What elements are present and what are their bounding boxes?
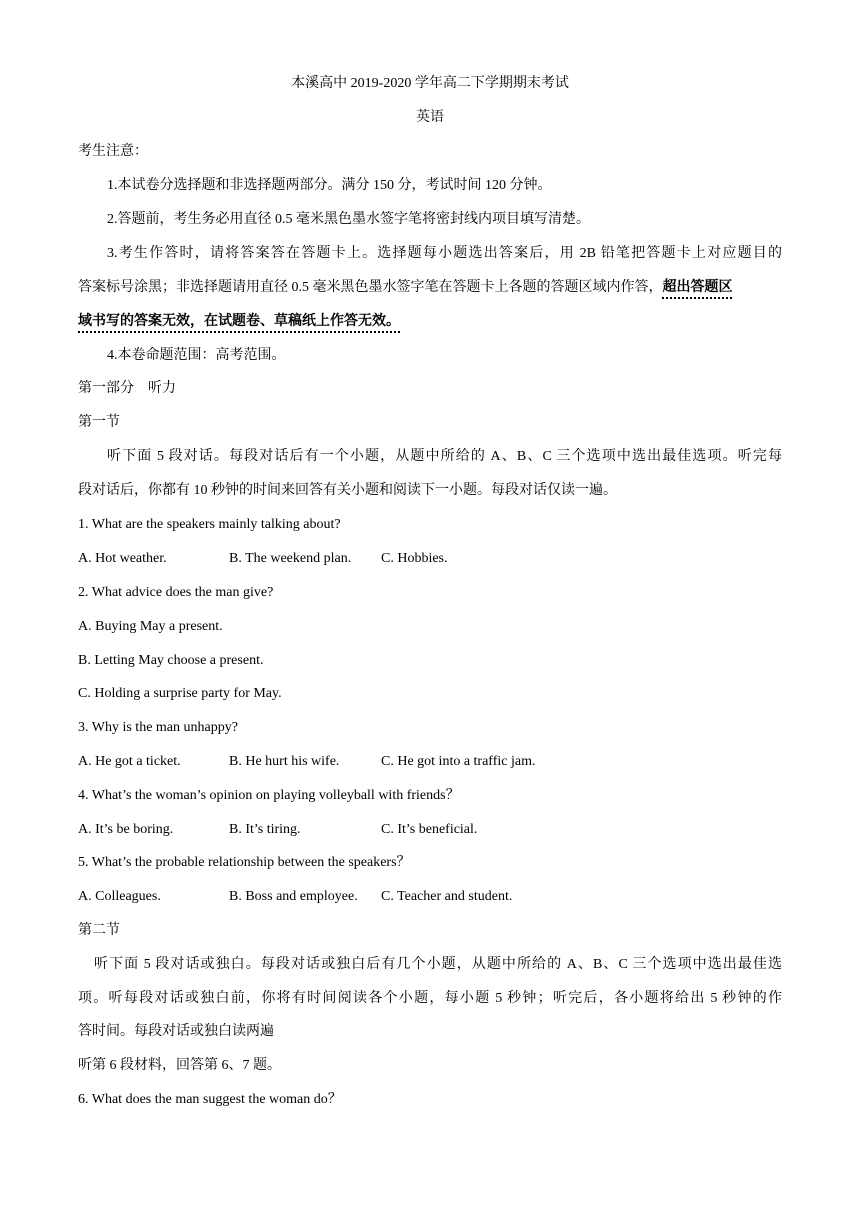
subject-title: 英语 xyxy=(416,110,444,125)
notice-item-3-line-3 xyxy=(78,312,400,332)
question-3-option-b: B. He hurt his wife. xyxy=(229,754,340,769)
question-4-option-a: A. It’s be boring. xyxy=(78,822,174,837)
question-2-option-a: A. Buying May a present. xyxy=(78,619,223,634)
question-1-option-c: C. Hobbies. xyxy=(381,551,448,566)
material-6-note: 听第 6 段材料，回答第 6、7 题。 xyxy=(78,1058,281,1073)
notice-heading: 考生注意： xyxy=(78,144,148,159)
notice-item-1: 1.本试卷分选择题和非选择题两部分。满分 150 分，考试时间 120 分钟。 xyxy=(107,178,552,193)
question-2-stem: 2. What advice does the man give? xyxy=(78,585,274,600)
question-4-option-c: C. It’s beneficial. xyxy=(381,822,478,837)
notice-item-3-plain-text: 答案标号涂黑；非选择题请用直径 0.5 毫米黑色墨水签字笔在答题卡上各题的答题区域内作答， xyxy=(78,280,663,295)
question-4-options xyxy=(78,820,477,840)
notice-item-4: 4.本卷命题范围：高考范围。 xyxy=(107,348,286,363)
question-6-stem: 6. What does the man suggest the woman do？ xyxy=(78,1092,342,1107)
question-5-option-a: A. Colleagues. xyxy=(78,889,161,904)
exam-title: 本溪高中 2019-2020 学年高二下学期期末考试 xyxy=(291,76,569,91)
question-4-option-b: B. It’s tiring. xyxy=(229,822,301,837)
section2-instruction-line-3: 答时间。每段对话或独白读两遍 xyxy=(78,1024,274,1039)
section2-instruction-line-2: 项。听每段对话或独白前，你将有时间阅读各个小题，每小题 5 秒钟；听完后，各小题将给出 5 秒钟的作 xyxy=(78,991,782,1006)
question-2-option-b: B. Letting May choose a present. xyxy=(78,653,264,668)
section2-heading: 第二节 xyxy=(78,923,120,938)
question-3-option-a: A. He got a ticket. xyxy=(78,754,181,769)
question-1-stem: 1. What are the speakers mainly talking about? xyxy=(78,517,341,532)
notice-item-3-line-2 xyxy=(78,278,733,298)
section1-instruction-line-2: 段对话后，你都有 10 秒钟的时间来回答有关小题和阅读下一小题。每段对话仅读一遍。 xyxy=(78,483,617,498)
question-3-options xyxy=(78,752,535,772)
notice-item-2: 2.答题前，考生务必用直径 0.5 毫米黑色墨水签字笔将密封线内项目填写清楚。 xyxy=(107,212,590,227)
question-3-option-c: C. He got into a traffic jam. xyxy=(381,754,536,769)
question-1-option-b: B. The weekend plan. xyxy=(229,551,352,566)
notice-item-3-emphasis-end: 域书写的答案无效，在试题卷、草稿纸上作答无效。 xyxy=(78,314,400,329)
question-5-option-c: C. Teacher and student. xyxy=(381,889,513,904)
question-2-option-c: C. Holding a surprise party for May. xyxy=(78,686,282,701)
part1-heading: 第一部分 听力 xyxy=(78,381,176,396)
question-4-stem: 4. What’s the woman’s opinion on playing volleyball with friends？ xyxy=(78,788,460,803)
section1-instruction-line-1: 听下面 5 段对话。每段对话后有一个小题，从题中所给的 A、B、C 三个选项中选出最佳选项。听完每 xyxy=(107,449,782,464)
notice-item-3-emphasis-start: 超出答题区 xyxy=(662,280,733,295)
question-5-option-b: B. Boss and employee. xyxy=(229,889,358,904)
question-5-options xyxy=(78,887,512,907)
notice-item-3-line-1: 3.考生作答时，请将答案答在答题卡上。选择题每小题选出答案后，用 2B 铅笔把答题卡上对应题目的 xyxy=(107,246,782,261)
section2-instruction-line-1: 听下面 5 段对话或独白。每段对话或独白后有几个小题，从题中所给的 A、B、C 三个选项中选出最佳选 xyxy=(94,957,782,972)
question-3-stem: 3. Why is the man unhappy? xyxy=(78,720,238,735)
question-5-stem: 5. What’s the probable relationship between the speakers？ xyxy=(78,855,411,870)
question-1-options xyxy=(78,549,448,569)
question-1-option-a: A. Hot weather. xyxy=(78,551,167,566)
section1-heading: 第一节 xyxy=(78,415,120,430)
